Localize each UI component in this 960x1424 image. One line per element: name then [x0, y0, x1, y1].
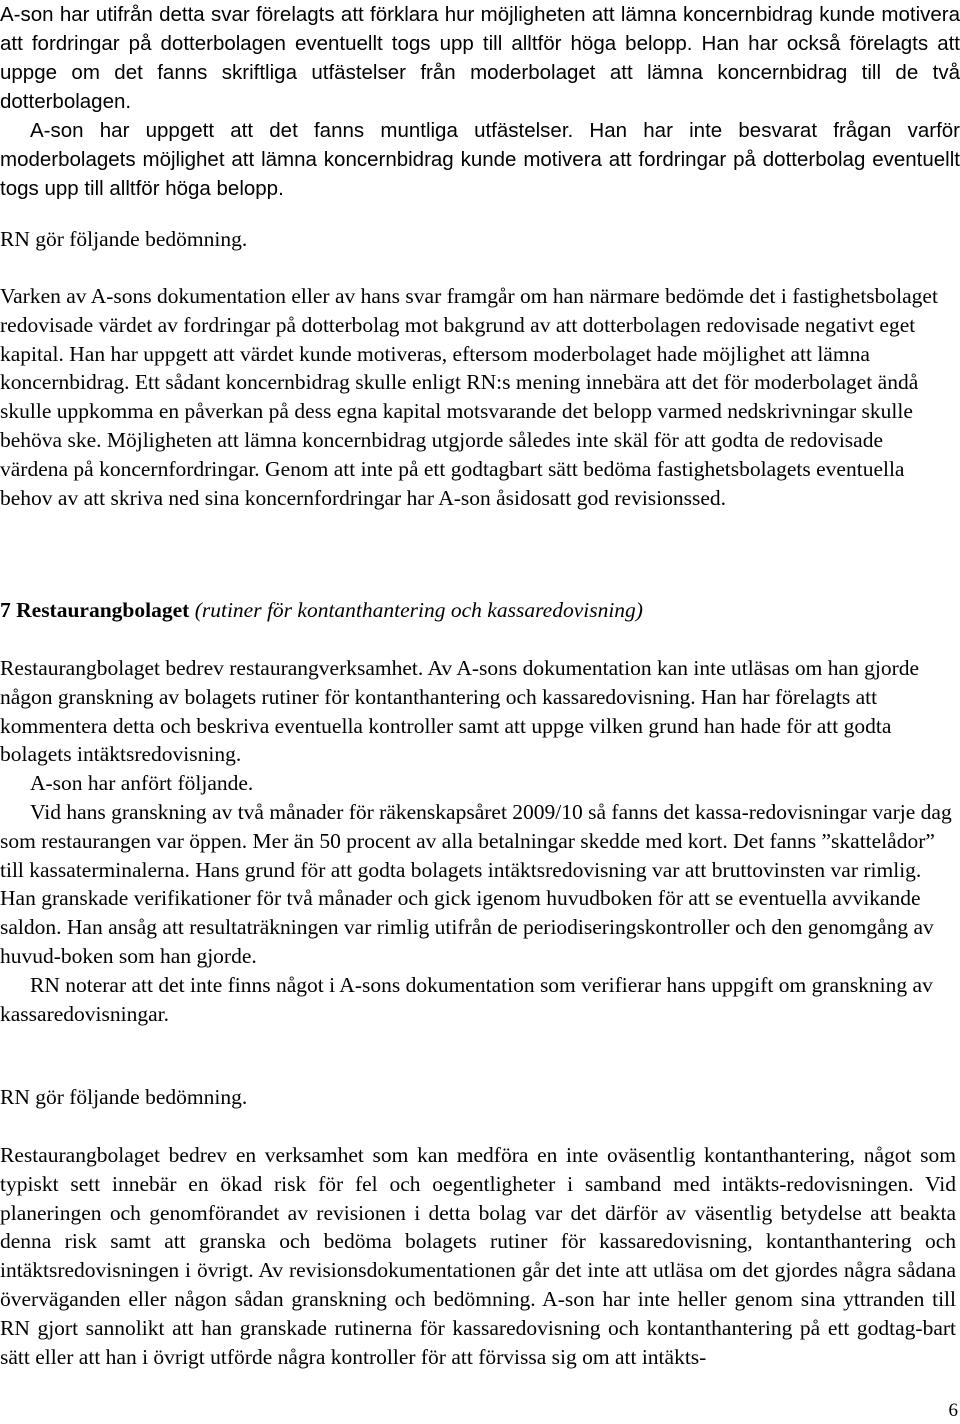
page-number: 6: [948, 1400, 958, 1421]
intro-text-2: A-son har uppgett att det fanns muntliga utfästelser. Han har inte besvarat frågan varför moderbolagets möjlighet att lämna koncernbidrag kunde motivera att fordringar på dotterbolag eventuellt togs upp till alltför höga belopp.: [0, 119, 960, 200]
assessment-1-lead-text: RN gör följande bedömning.: [0, 227, 248, 251]
section-7-paragraph-1: Restaurangbolaget bedrev restaurangverksamhet. Av A-sons dokumentation kan inte utläsas om han gjorde någon granskning av bolagets rutiner för kontanthantering och kassaredovisning. Han har förelagts att kommentera detta och beskriva eventuella kontroller samt att uppge vilken grund han hade för att godta bolagets intäktsredovisning.: [0, 656, 920, 767]
assessment-1-lead: [0, 225, 956, 254]
intro-text-1: A-son har utifrån detta svar förelagts att förklara hur möjligheten att lämna koncernbidrag kunde motivera att fordringar på dotterbolagen eventuellt togs upp till alltför höga belopp. Han har också förelagts att uppge om det fanns skriftliga utfästelser från moderbolaget att lämna koncernbidrag till de två dotterbolagen.: [0, 3, 960, 113]
section-7-body: [0, 654, 956, 1028]
section-7-paragraph-4: RN noterar att det inte finns något i A-sons dokumentation som verifierar hans uppgift om granskning av kassaredovisningar.: [0, 972, 933, 1026]
section-7-title: 7 Restaurangbolaget: [0, 598, 190, 622]
intro-paragraph: [0, 0, 960, 203]
assessment-2-body-text: Restaurangbolaget bedrev en verksamhet som kan medföra en inte oväsentlig kontanthantering, något som typiskt sett innebär en ökad risk för fel och oegentligheter i samband med intäkts-redovisningen. Vid planeringen och genomförandet av revisionen i detta bolag var det därför av väsentlig betydelse att beakta denna risk samt att granska och bedöma bolagets rutiner för kassaredovisning, kontanthantering och intäktsredovisningen i övrigt. Av revisionsdokumentationen går det inte att utläsa om det gjordes några sådana överväganden eller någon sådan granskning och bedömning. A-son har inte heller genom sina yttranden till RN gjort sannolikt att han granskade rutinerna för kassaredovisning och kontanthantering på ett godtag-bart sätt eller att han i övrigt utförde några kontroller för att förvissa sig om att intäkts-: [0, 1143, 956, 1369]
assessment-1-body: [0, 282, 956, 512]
assessment-2-lead-text: RN gör följande bedömning.: [0, 1085, 248, 1109]
assessment-2-lead: [0, 1083, 956, 1112]
section-7-paragraph-2: A-son har anfört följande.: [30, 771, 254, 796]
section-7-subtitle: (rutiner för kontanthantering och kassaredovisning): [194, 598, 643, 622]
section-7-heading: [0, 596, 643, 625]
section-7-paragraph-3: Vid hans granskning av två månader för räkenskapsåret 2009/10 så fanns det kassa-redovisningar varje dag som restaurangen var öppen. Mer än 50 procent av alla betalningar skedde med kort. Det fanns ”skattelådor” till kassaterminalerna. Hans grund för att godta bolagets intäktsredovisning var att bruttovinsten var rimlig. Han granskade verifikationer för två månader och gick igenom huvudboken för att se eventuella avvikande saldon. Han ansåg att resultaträkningen var rimlig utifrån de periodiseringskontroller och den genomgång av huvud-boken som han gjorde.: [0, 799, 952, 968]
assessment-1-body-text: Varken av A-sons dokumentation eller av hans svar framgår om han närmare bedömde det i fastighetsbolaget redovisade värdet av fordringar på dotterbolag mot bakgrund av att dotterbolagen redovisade negativt eget kapital. Han har uppgett att värdet kunde motiveras, eftersom moderbolaget hade möjlighet att lämna koncernbidrag. Ett sådant koncernbidrag skulle enligt RN:s mening innebära att det för moderbolaget ändå skulle uppkomma en påverkan på dess egna kapital motsvarande det belopp varmed nedskrivningar skulle behöva ske. Möjligheten att lämna koncernbidrag utgjorde således inte skäl för att godta de redovisade värdena på koncernfordringar. Genom att inte på ett godtagbart sätt bedöma fastighetsbolagets eventuella behov av att skriva ned sina koncernfordringar har A-son åsidosatt god revisionssed.: [0, 284, 938, 510]
assessment-2-body: [0, 1141, 956, 1371]
